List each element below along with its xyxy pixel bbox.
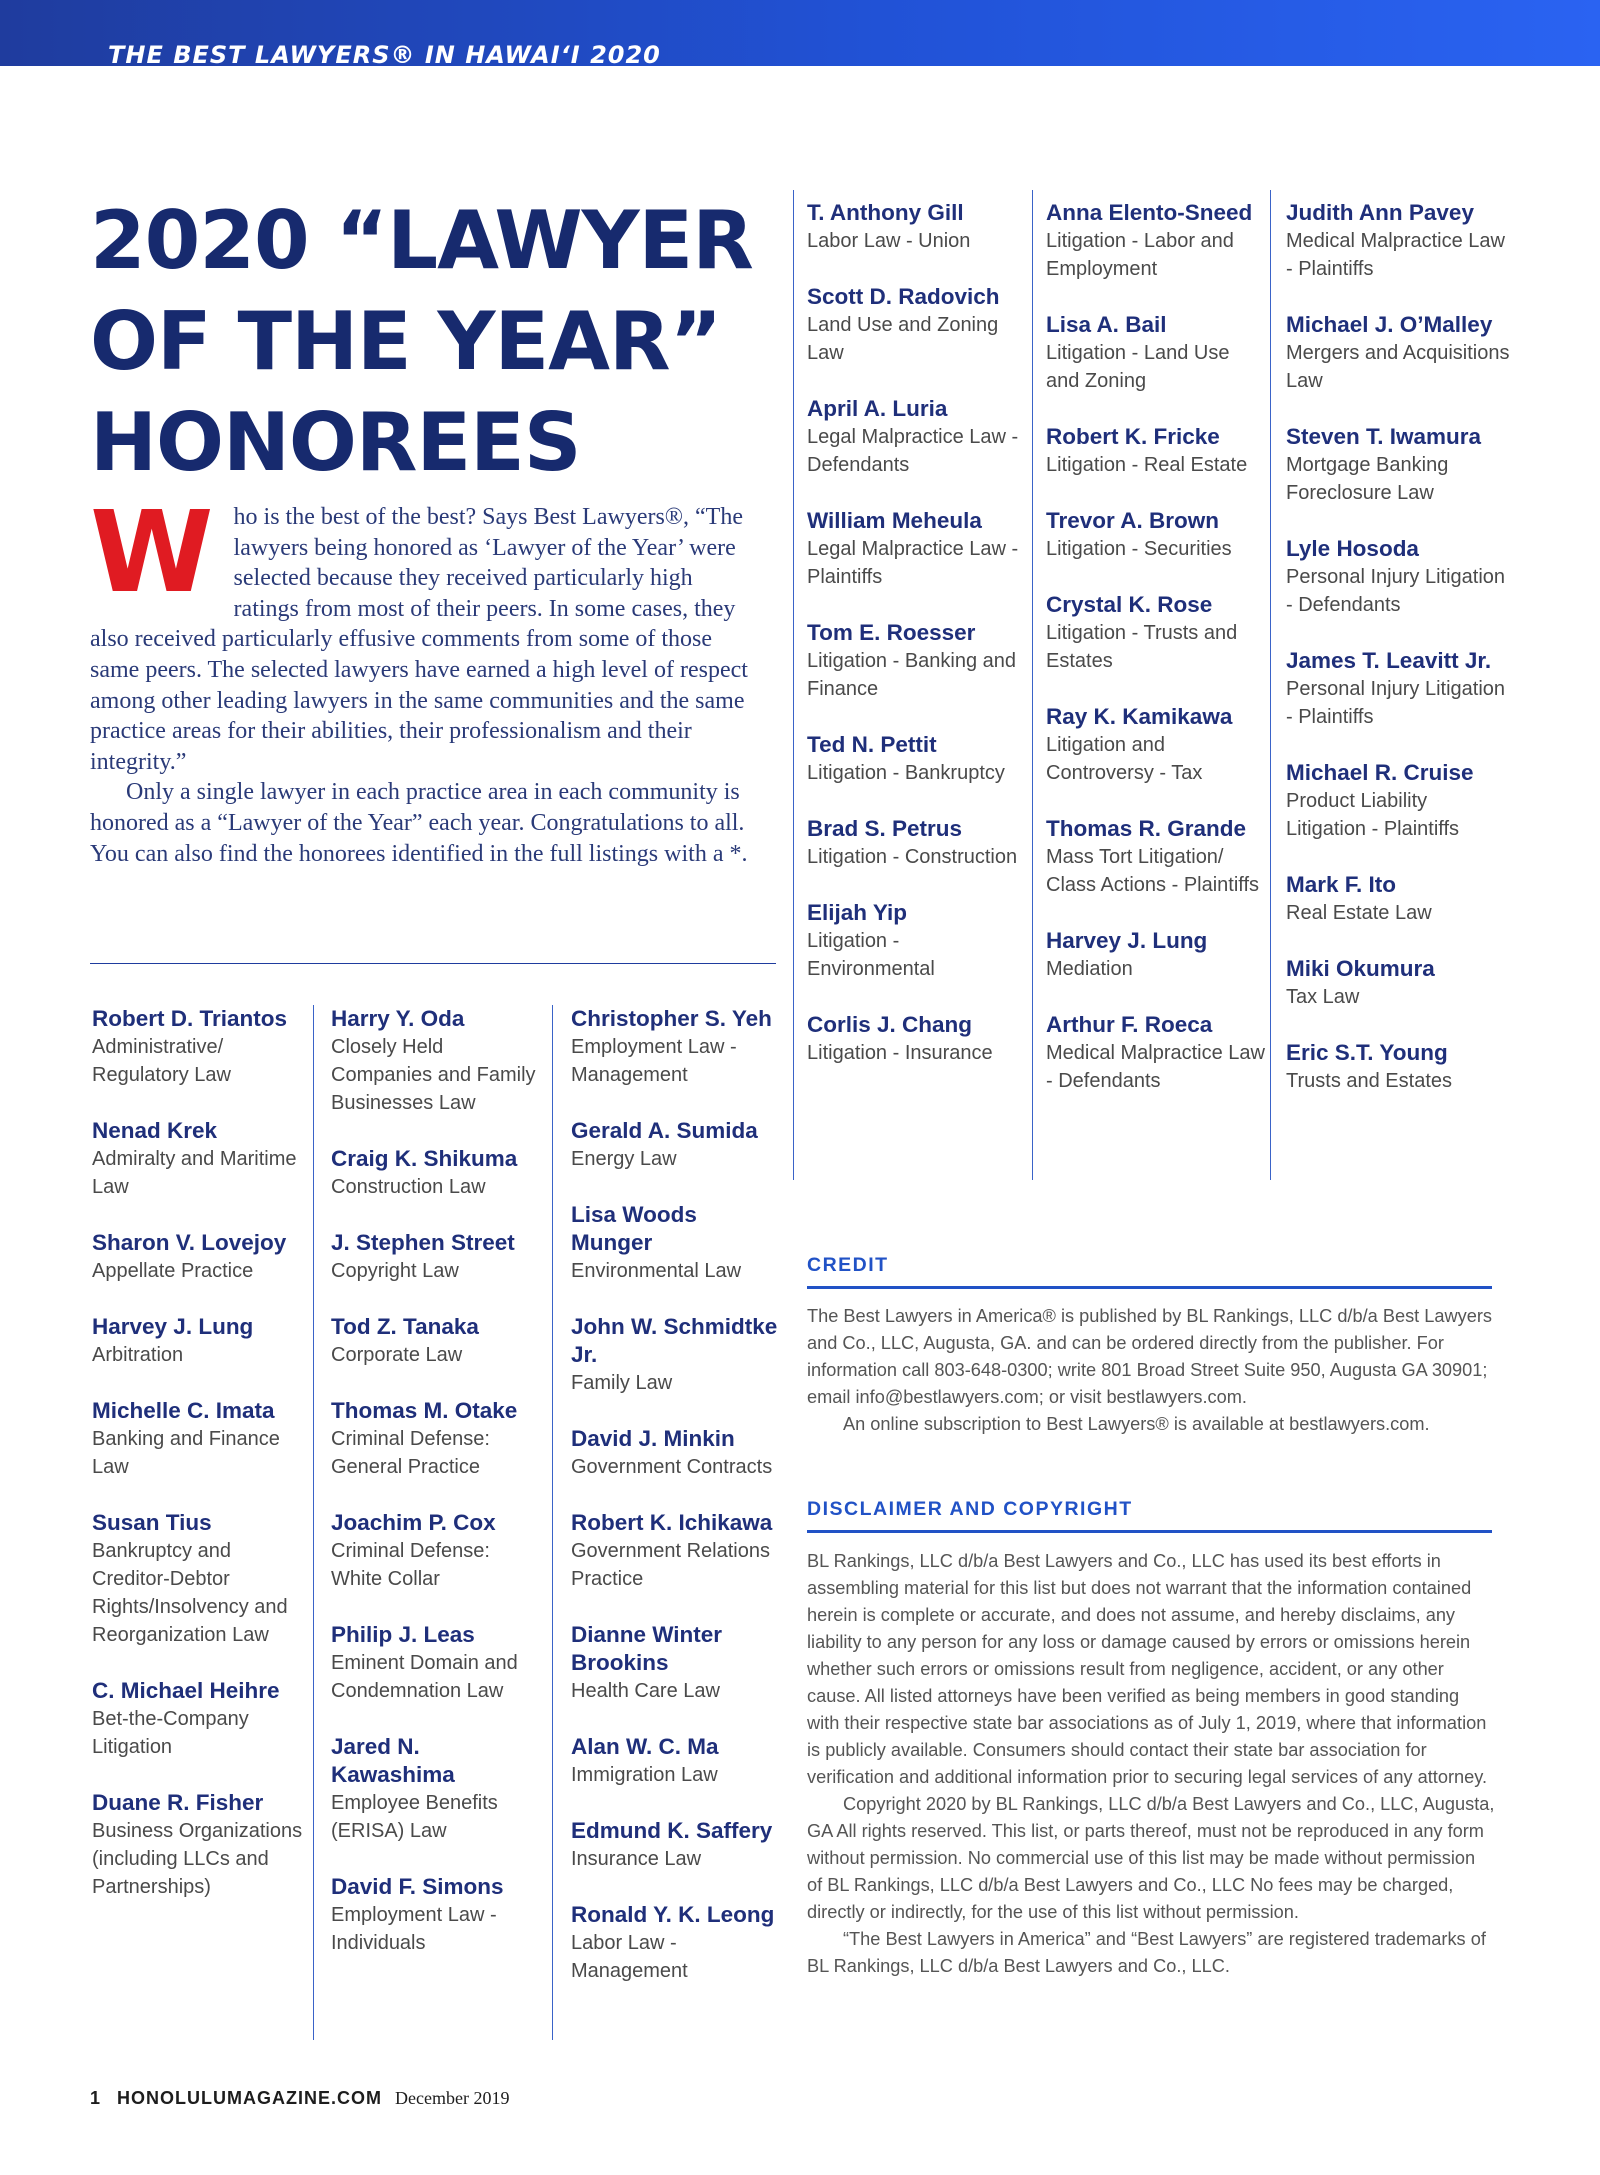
honoree-name: April A. Luria (807, 396, 948, 421)
honoree-name: Michelle C. Imata (92, 1398, 275, 1423)
credit-paragraph: An online subscription to Best Lawyers® is available at bestlawyers.com. (843, 1414, 1430, 1434)
practice-area: Employee Benefits (ERISA) Law (331, 1792, 498, 1842)
honoree-entry (1286, 759, 1511, 843)
honoree-entry (331, 1621, 543, 1705)
honoree-name: Anna Elento-Sneed (1046, 200, 1253, 225)
honoree-name: John W. Schmidtke Jr. (571, 1314, 778, 1367)
honoree-entry (1286, 423, 1511, 507)
honoree-entry (92, 1509, 304, 1649)
practice-area: Mergers and Acquisitions Law (1286, 342, 1510, 392)
practice-area: Government Relations Practice (571, 1540, 770, 1590)
honoree-entry (807, 507, 1027, 591)
honoree-name: Brad S. Petrus (807, 816, 963, 841)
practice-area: Arbitration (92, 1344, 184, 1366)
honoree-name: J. Stephen Street (331, 1230, 515, 1255)
honoree-name: Lyle Hosoda (1286, 536, 1419, 561)
honoree-name: Philip J. Leas (331, 1622, 475, 1647)
honoree-entry (92, 1313, 304, 1369)
honoree-entry (1046, 199, 1266, 283)
practice-area: Litigation - Securities (1046, 538, 1232, 560)
honoree-entry (1286, 535, 1511, 619)
practice-area: Litigation - Bankruptcy (807, 762, 1005, 784)
honoree-name: Ronald Y. K. Leong (571, 1902, 775, 1927)
practice-area: Mortgage Banking Foreclosure Law (1286, 454, 1449, 504)
practice-area: Litigation - Trusts and Estates (1046, 622, 1238, 672)
practice-area: Mediation (1046, 958, 1133, 980)
honoree-name: Thomas R. Grande (1046, 816, 1247, 841)
honoree-name: Miki Okumura (1286, 956, 1435, 981)
honoree-entry (1046, 1011, 1266, 1095)
practice-area: Criminal Defense: White Collar (331, 1540, 490, 1590)
honoree-entry (92, 1117, 304, 1201)
honoree-name: Lisa A. Bail (1046, 312, 1167, 337)
honoree-name: Robert D. Triantos (92, 1006, 288, 1031)
practice-area: Litigation - Labor and Employment (1046, 230, 1234, 280)
honoree-name: Craig K. Shikuma (331, 1146, 518, 1171)
honoree-column (1046, 199, 1266, 1123)
practice-area: Appellate Practice (92, 1260, 254, 1282)
honoree-name: David J. Minkin (571, 1426, 735, 1451)
intro-paragraph (90, 488, 750, 777)
honoree-entry (571, 1901, 781, 1985)
honoree-entry (331, 1733, 543, 1845)
honoree-name: Scott D. Radovich (807, 284, 1000, 309)
honoree-entry (331, 1397, 543, 1481)
disclaimer-rule (807, 1530, 1492, 1533)
honoree-name: Ted N. Pettit (807, 732, 937, 757)
honoree-entry (807, 815, 1027, 871)
disclaimer-paragraph: Copyright 2020 by BL Rankings, LLC d/b/a Best Lawyers and Co., LLC, Augusta, GA All rights reserved. This list, or parts thereof, must not be reproduced in any form without permission. No commercial use of this list may be made without permission of BL Rankings, LLC d/b/a Best Lawyers and Co., LLC No fees may be charged, directly or indirectly, for the use of this list without permission. (807, 1794, 1495, 1922)
page-title (90, 190, 790, 493)
honoree-name: C. Michael Heihre (92, 1678, 280, 1703)
practice-area: Tax Law (1286, 986, 1360, 1008)
practice-area: Product Liability Litigation - Plaintiffs (1286, 790, 1460, 840)
honoree-entry (1046, 423, 1266, 479)
disclaimer-heading: DISCLAIMER AND COPYRIGHT (807, 1498, 1133, 1520)
honoree-entry (1046, 591, 1266, 675)
practice-area: Energy Law (571, 1148, 677, 1170)
honoree-name: Eric S.T. Young (1286, 1040, 1448, 1065)
practice-area: Health Care Law (571, 1680, 720, 1702)
honoree-entry (571, 1117, 781, 1173)
practice-area: Bankruptcy and Creditor-Debtor Rights/Insolvency and Reorganization Law (92, 1540, 288, 1646)
practice-area: Personal Injury Litigation - Defendants (1286, 566, 1506, 616)
honoree-name: Tod Z. Tanaka (331, 1314, 479, 1339)
practice-area: Land Use and Zoning Law (807, 314, 999, 364)
practice-area: Criminal Defense: General Practice (331, 1428, 490, 1478)
practice-area: Employment Law - Individuals (331, 1904, 497, 1954)
practice-area: Labor Law - Management (571, 1932, 688, 1982)
footer-date: December 2019 (395, 2088, 510, 2108)
honoree-entry (1286, 647, 1511, 731)
honoree-entry (1046, 927, 1266, 983)
disclaimer-text (807, 1548, 1495, 1980)
honoree-entry (807, 199, 1027, 255)
practice-area: Trusts and Estates (1286, 1070, 1452, 1092)
honoree-entry (1046, 815, 1266, 899)
honoree-entry (807, 619, 1027, 703)
practice-area: Admiralty and Maritime Law (92, 1148, 297, 1198)
practice-area: Employment Law - Management (571, 1036, 737, 1086)
credit-rule (807, 1286, 1492, 1289)
practice-area: Litigation - Construction (807, 846, 1018, 868)
honoree-entry (1286, 199, 1511, 283)
practice-area: Medical Malpractice Law - Defendants (1046, 1042, 1265, 1092)
honoree-name: Harvey J. Lung (92, 1314, 254, 1339)
practice-area: Litigation - Banking and Finance (807, 650, 1017, 700)
column-divider (793, 190, 794, 1180)
honoree-name: Gerald A. Sumida (571, 1118, 758, 1143)
honoree-entry (1286, 871, 1511, 927)
honoree-name: Trevor A. Brown (1046, 508, 1219, 533)
practice-area: Banking and Finance Law (92, 1428, 280, 1478)
practice-area: Business Organizations (including LLCs and Partnerships) (92, 1820, 303, 1898)
honoree-name: Michael R. Cruise (1286, 760, 1474, 785)
honoree-entry (571, 1425, 781, 1481)
practice-area: Labor Law - Union (807, 230, 971, 252)
honoree-name: Dianne Winter Brookins (571, 1622, 723, 1675)
honoree-name: Harry Y. Oda (331, 1006, 465, 1031)
practice-area: Administrative/ Regulatory Law (92, 1036, 231, 1086)
honoree-name: Robert K. Ichikawa (571, 1510, 773, 1535)
honoree-entry (92, 1229, 304, 1285)
title-line: OF THE YEAR” (90, 295, 722, 388)
honoree-name: Susan Tius (92, 1510, 212, 1535)
practice-area: Closely Held Companies and Family Businesses Law (331, 1036, 536, 1114)
honoree-entry (571, 1201, 781, 1285)
honoree-name: Crystal K. Rose (1046, 592, 1213, 617)
honoree-entry (571, 1621, 781, 1705)
honoree-name: Edmund K. Saffery (571, 1818, 773, 1843)
honoree-column (1286, 199, 1511, 1123)
honoree-name: Duane R. Fisher (92, 1790, 264, 1815)
honoree-column (331, 1005, 543, 1985)
header-title: THE BEST LAWYERS® IN HAWAI‘I 2020 (108, 41, 661, 66)
honoree-entry (571, 1313, 781, 1397)
honoree-name: James T. Leavitt Jr. (1286, 648, 1492, 673)
column-divider (1270, 190, 1271, 1180)
honoree-entry (1286, 955, 1511, 1011)
honoree-entry (331, 1145, 543, 1201)
honoree-entry (92, 1397, 304, 1481)
honoree-name: Harvey J. Lung (1046, 928, 1208, 953)
honoree-entry (331, 1005, 543, 1117)
credit-text (807, 1303, 1495, 1438)
honoree-entry (331, 1313, 543, 1369)
title-line: 2020 “LAWYER (90, 194, 753, 287)
practice-area: Government Contracts (571, 1456, 773, 1478)
honoree-name: T. Anthony Gill (807, 200, 964, 225)
honoree-name: Tom E. Roesser (807, 620, 976, 645)
honoree-entry (807, 899, 1027, 983)
honoree-entry (1046, 703, 1266, 787)
section-divider (90, 963, 776, 964)
practice-area: Litigation - Insurance (807, 1042, 993, 1064)
honoree-name: Arthur F. Roeca (1046, 1012, 1213, 1037)
practice-area: Corporate Law (331, 1344, 463, 1366)
honoree-entry (571, 1817, 781, 1873)
honoree-entry (807, 731, 1027, 787)
practice-area: Litigation - Environmental (807, 930, 935, 980)
honoree-entry (807, 1011, 1027, 1067)
honoree-column (571, 1005, 781, 2013)
honoree-name: Sharon V. Lovejoy (92, 1230, 287, 1255)
disclaimer-paragraph: “The Best Lawyers in America” and “Best Lawyers” are registered trademarks of BL Rankings, LLC d/b/a Best Lawyers and Co., LLC. (807, 1929, 1486, 1976)
practice-area: Litigation and Controversy - Tax (1046, 734, 1203, 784)
page-number: 1 (90, 2088, 101, 2108)
honoree-name: Robert K. Fricke (1046, 424, 1220, 449)
practice-area: Bet-the-Company Litigation (92, 1708, 249, 1758)
honoree-column (92, 1005, 304, 1929)
practice-area: Litigation - Land Use and Zoning (1046, 342, 1230, 392)
honoree-name: Ray K. Kamikawa (1046, 704, 1233, 729)
honoree-entry (1286, 1039, 1511, 1095)
honoree-name: Michael J. O’Malley (1286, 312, 1493, 337)
honoree-name: Nenad Krek (92, 1118, 218, 1143)
title-line: HONOREES (90, 396, 581, 489)
column-divider (552, 1005, 553, 2040)
column-divider (1032, 190, 1033, 1180)
honoree-name: Elijah Yip (807, 900, 908, 925)
footer-site: HONOLULUMAGAZINE.COM (117, 2088, 383, 2108)
honoree-entry (807, 283, 1027, 367)
practice-area: Copyright Law (331, 1260, 459, 1282)
honoree-entry (807, 395, 1027, 479)
honoree-name: Joachim P. Cox (331, 1510, 496, 1535)
honoree-name: Lisa Woods Munger (571, 1202, 697, 1255)
honoree-name: Thomas M. Otake (331, 1398, 518, 1423)
honoree-entry (1046, 507, 1266, 563)
honoree-entry (571, 1733, 781, 1789)
honoree-entry (1046, 311, 1266, 395)
practice-area: Mass Tort Litigation/ Class Actions - Plaintiffs (1046, 846, 1260, 896)
honoree-name: Christopher S. Yeh (571, 1006, 772, 1031)
honoree-name: Corlis J. Chang (807, 1012, 973, 1037)
practice-area: Eminent Domain and Condemnation Law (331, 1652, 518, 1702)
honoree-name: Alan W. C. Ma (571, 1734, 719, 1759)
intro-text (90, 488, 750, 869)
disclaimer-paragraph: BL Rankings, LLC d/b/a Best Lawyers and Co., LLC has used its best efforts in assembling material for this list but does not warrant that the information contained herein is complete or accurate, and does not assume, and hereby disclaims, any liability to any person for any loss or damage caused by errors or omissions herein whether such errors or omissions result from negligence, accident, or any other cause. All listed attorneys have been verified as being members in good standing with their respective state bar associations as of July 1, 2019, where that information is publicly available. Consumers should contact their state bar association for verification and additional information prior to securing legal services of any attorney. (807, 1551, 1488, 1787)
practice-area: Medical Malpractice Law - Plaintiffs (1286, 230, 1505, 280)
honoree-entry (92, 1789, 304, 1901)
honoree-name: Jared N. Kawashima (331, 1734, 455, 1787)
header-banner (0, 0, 1600, 66)
honoree-name: David F. Simons (331, 1874, 504, 1899)
practice-area: Insurance Law (571, 1848, 702, 1870)
honoree-name: Judith Ann Pavey (1286, 200, 1474, 225)
honoree-name: Mark F. Ito (1286, 872, 1397, 897)
credit-heading: CREDIT (807, 1254, 889, 1276)
honoree-column (807, 199, 1027, 1095)
drop-cap: W (90, 488, 214, 618)
honoree-entry (571, 1005, 781, 1089)
practice-area: Legal Malpractice Law - Defendants (807, 426, 1019, 476)
honoree-entry (331, 1509, 543, 1593)
honoree-entry (571, 1509, 781, 1593)
column-divider (313, 1005, 314, 2040)
practice-area: Construction Law (331, 1176, 486, 1198)
practice-area: Legal Malpractice Law - Plaintiffs (807, 538, 1019, 588)
practice-area: Real Estate Law (1286, 902, 1432, 924)
honoree-entry (92, 1677, 304, 1761)
page-footer (90, 2088, 509, 2109)
honoree-entry (1286, 311, 1511, 395)
practice-area: Family Law (571, 1372, 673, 1394)
practice-area: Immigration Law (571, 1764, 718, 1786)
practice-area: Litigation - Real Estate (1046, 454, 1248, 476)
intro-paragraph: Only a single lawyer in each practice area in each community is honored as a “Lawyer of the Year” each year. Congratulations to all. You can also find the honorees identified in the full listings with a *. (90, 779, 748, 867)
honoree-name: William Meheula (807, 508, 982, 533)
honoree-entry (331, 1873, 543, 1957)
practice-area: Personal Injury Litigation - Plaintiffs (1286, 678, 1506, 728)
honoree-entry (92, 1005, 304, 1089)
practice-area: Environmental Law (571, 1260, 742, 1282)
honoree-entry (331, 1229, 543, 1285)
intro-paragraph-text: ho is the best of the best? Says Best Lawyers®, “The lawyers being honored as ‘Lawyer of the Year’ were selected because they received particularly high ratings from most of their peers. In some cases, they also received particularly effusive comments from some of those same peers. The selected lawyers have earned a high level of respect among other leading lawyers in the same communities and the same practice areas for their abilities, their professionalism and their integrity.” (90, 504, 748, 775)
credit-paragraph: The Best Lawyers in America® is published by BL Rankings, LLC d/b/a Best Lawyers and Co., LLC, Augusta, GA. and can be ordered directly from the publisher. For information call 803-648-0300; write 801 Broad Street Suite 950, Augusta GA 30901; email info@bestlawyers.com; or visit bestlawyers.com. (807, 1306, 1492, 1407)
honoree-name: Steven T. Iwamura (1286, 424, 1482, 449)
